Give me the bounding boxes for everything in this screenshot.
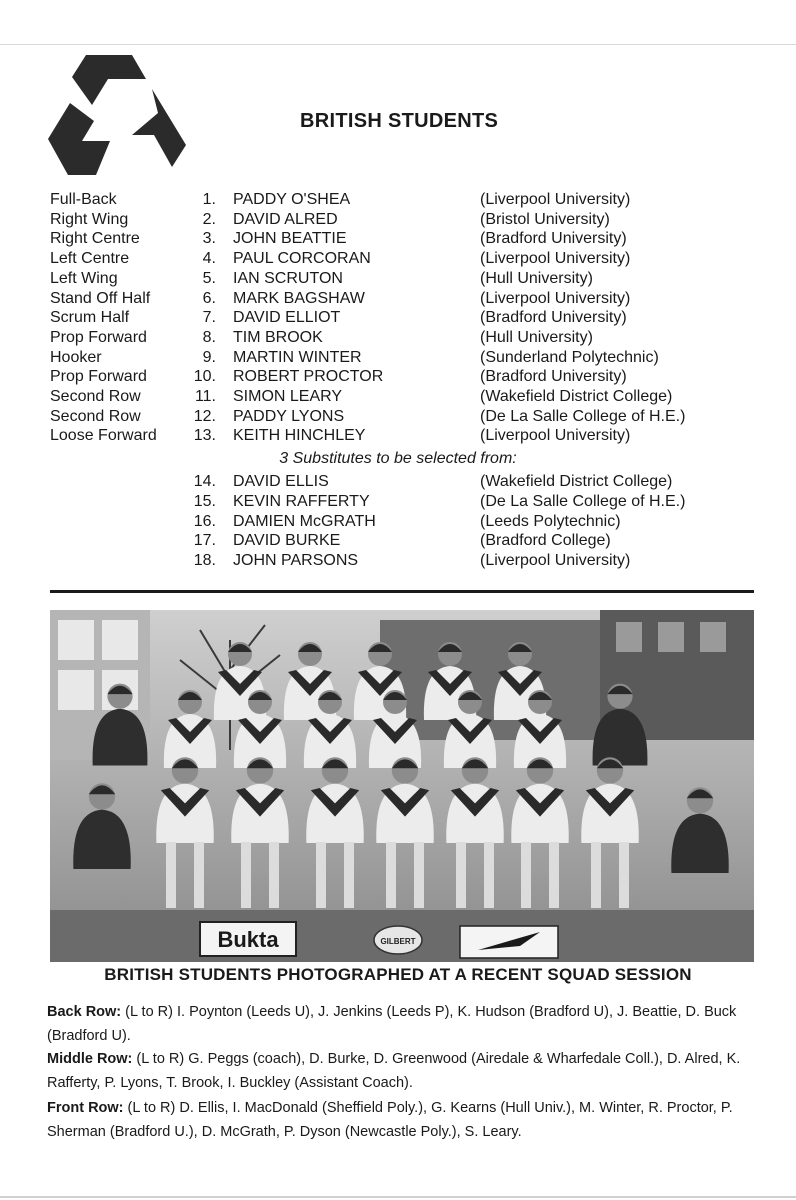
substitute-name: JOHN PARSONS (233, 551, 359, 569)
player-position: Left Wing (50, 269, 118, 287)
player-club: (Liverpool University) (480, 250, 631, 268)
player-position: Hooker (50, 348, 102, 366)
player-position: Right Wing (50, 210, 129, 228)
front-row-text: (L to R) D. Ellis, I. MacDonald (Sheffield Poly.), G. Kearns (Hull Univ.), M. Winter, R. Proctor, P. Sherman (Bradford U.), D. McGrath, P. Dyson (Newcastle Poly.), S. Leary. (47, 1100, 733, 1140)
player-leg (166, 842, 176, 908)
middle-row-text: (L to R) G. Peggs (coach), D. Burke, D. Greenwood (Airedale & Wharfedale Coll.), D. Alred, K. Rafferty, P. Lyons, T. Brook, I. Buckley (Assistant Coach). (47, 1051, 741, 1091)
player-position: Prop Forward (50, 368, 147, 386)
player-name: ROBERT PROCTOR (233, 368, 384, 386)
player-position: Second Row (50, 388, 141, 405)
player-club: (Bradford University) (480, 230, 627, 248)
page-title: BRITISH STUDENTS (300, 110, 499, 132)
player-name: SIMON LEARY (233, 388, 343, 405)
player-club: (Liverpool University) (480, 427, 631, 445)
player-club: (Wakefield District College) (480, 388, 673, 405)
player-club: (Hull University) (480, 269, 593, 287)
player-number: 12. (193, 407, 216, 425)
player-leg (484, 842, 494, 908)
player-number: 9. (202, 348, 216, 366)
player-name: TIM BROOK (233, 328, 323, 346)
substitute-number: 16. (193, 512, 216, 530)
player-leg (591, 842, 601, 908)
player-name: PAUL CORCORAN (233, 250, 371, 268)
player-leg (316, 842, 326, 908)
player-leg (344, 842, 354, 908)
substitute-name: KEVIN RAFFERTY (233, 492, 370, 510)
player-name: JOHN BEATTIE (233, 230, 347, 248)
player-club: (Sunderland Polytechnic) (480, 348, 659, 366)
player-name: IAN SCRUTON (233, 269, 343, 287)
substitutes-heading: 3 Substitutes to be selected from: (279, 450, 517, 468)
player-name: PADDY LYONS (233, 407, 345, 425)
player-leg (269, 842, 279, 908)
player-club: (Bristol University) (480, 210, 610, 228)
middle-row-names (47, 1047, 757, 1095)
player-number: 11. (194, 388, 216, 405)
player-number: 5. (202, 269, 216, 287)
player-club: (Liverpool University) (480, 191, 631, 208)
substitute-name: DAMIEN McGRATH (233, 512, 376, 530)
substitute-number: 17. (193, 532, 216, 550)
player-position: Stand Off Half (50, 289, 151, 307)
substitute-club: (Leeds Polytechnic) (480, 512, 621, 530)
player-number: 7. (202, 309, 216, 327)
player-name: DAVID ELLIOT (233, 309, 341, 327)
player-club: (De La Salle College of H.E.) (480, 407, 686, 425)
substitute-club: (De La Salle College of H.E.) (480, 492, 686, 510)
player-name: PADDY O'SHEA (233, 191, 351, 208)
player-position: Full-Back (50, 191, 117, 208)
player-number: 6. (202, 289, 216, 307)
substitute-name: DAVID ELLIS (233, 473, 329, 491)
player-position: Left Centre (50, 250, 130, 268)
section-divider (50, 590, 754, 593)
player-leg (386, 842, 396, 908)
player-number: 8. (202, 328, 216, 346)
player-number: 3. (202, 230, 216, 248)
player-number: 10. (193, 368, 216, 386)
player-club: (Bradford University) (480, 309, 627, 327)
player-club: (Liverpool University) (480, 289, 631, 307)
player-number: 1. (202, 191, 216, 208)
photo-caption: BRITISH STUDENTS PHOTOGRAPHED AT A RECENT SQUAD SESSION (104, 965, 692, 984)
substitute-number: 18. (193, 551, 216, 569)
middle-row-label: Middle Row: (47, 1051, 133, 1067)
player-club: (Hull University) (480, 328, 593, 346)
substitute-club: (Bradford College) (480, 532, 611, 550)
player-leg (619, 842, 629, 908)
substitute-club: (Liverpool University) (480, 551, 631, 569)
substitute-number: 14. (193, 473, 216, 491)
ball-brand-text: GILBERT (380, 937, 416, 946)
player-number: 4. (202, 250, 216, 268)
player-leg (194, 842, 204, 908)
sponsor-banner-text: Bukta (217, 927, 279, 952)
substitute-name: DAVID BURKE (233, 532, 341, 550)
top-border (0, 44, 796, 45)
player-number: 13. (193, 427, 216, 445)
player-position: Second Row (50, 407, 141, 425)
player-name: DAVID ALRED (233, 210, 338, 228)
player-position: Prop Forward (50, 328, 147, 346)
player-name: MARK BAGSHAW (233, 289, 365, 307)
player-leg (549, 842, 559, 908)
substitute-club: (Wakefield District College) (480, 473, 673, 491)
player-number: 2. (202, 210, 216, 228)
player-position: Scrum Half (50, 309, 130, 327)
player-name: KEITH HINCHLEY (233, 427, 366, 445)
substitute-number: 15. (193, 492, 216, 510)
player-position: Loose Forward (50, 427, 157, 445)
back-row-label: Back Row: (47, 1004, 122, 1020)
player-name: MARTIN WINTER (233, 348, 362, 366)
front-row-names (47, 1096, 757, 1144)
player-leg (456, 842, 466, 908)
back-row-names (47, 1000, 757, 1048)
player-club: (Bradford University) (480, 368, 627, 386)
triangle-arrows-logo-icon (48, 55, 190, 177)
player-position: Right Centre (50, 230, 140, 248)
player-leg (241, 842, 251, 908)
player-leg (414, 842, 424, 908)
team-photo (50, 610, 754, 962)
front-row-label: Front Row: (47, 1100, 124, 1116)
back-row-text: (L to R) I. Poynton (Leeds U), J. Jenkins (Leeds P), K. Hudson (Bradford U), J. Beattie, D. Buck (Bradford U). (47, 1004, 737, 1044)
bottom-border (0, 1196, 796, 1198)
player-leg (521, 842, 531, 908)
